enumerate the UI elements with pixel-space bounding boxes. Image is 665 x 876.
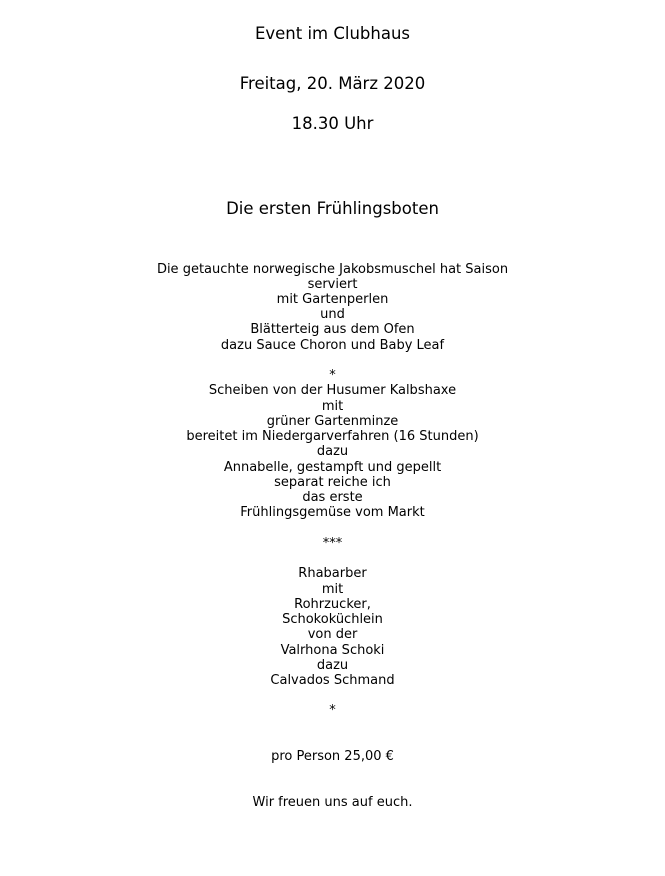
menu-line: Frühlingsgemüse vom Markt bbox=[240, 505, 425, 520]
event-title: Event im Clubhaus bbox=[254, 24, 411, 43]
menu-line: mit Gartenperlen bbox=[276, 292, 389, 307]
menu-line: dazu bbox=[316, 658, 349, 673]
menu-line: mit bbox=[321, 582, 344, 597]
menu-line: Rhabarber bbox=[298, 566, 367, 581]
menu-line: dazu Sauce Choron und Baby Leaf bbox=[220, 338, 445, 353]
menu-line: Die getauchte norwegische Jakobsmuschel hat Saison bbox=[156, 262, 509, 277]
menu-line: Calvados Schmand bbox=[270, 673, 395, 688]
menu-line: Scheiben von der Husumer Kalbshaxe bbox=[208, 383, 457, 398]
menu-line: und bbox=[320, 307, 345, 322]
menu-line: dazu bbox=[316, 444, 349, 459]
menu-line: Annabelle, gestampft und gepellt bbox=[223, 460, 442, 475]
menu-line: grüner Gartenminze bbox=[266, 414, 399, 429]
course-separator: * bbox=[329, 703, 336, 718]
menu-line: das erste bbox=[302, 490, 363, 505]
menu-line: serviert bbox=[307, 277, 358, 292]
menu-line: separat reiche ich bbox=[274, 475, 391, 490]
menu-line: Rohrzucker, bbox=[294, 597, 371, 612]
closing-text: Wir freuen uns auf euch. bbox=[252, 795, 413, 810]
course-separator: * bbox=[329, 368, 336, 383]
event-date: Freitag, 20. März 2020 bbox=[239, 74, 426, 93]
menu-line: Schokoküchlein bbox=[282, 612, 383, 627]
event-time: 18.30 Uhr bbox=[291, 114, 374, 133]
menu-line: bereitet im Niedergarverfahren (16 Stunden) bbox=[186, 429, 479, 444]
price: pro Person 25,00 € bbox=[271, 749, 394, 764]
menu-line: von der bbox=[307, 627, 358, 642]
menu-title: Die ersten Frühlingsboten bbox=[226, 199, 439, 218]
menu-line: Blätterteig aus dem Ofen bbox=[250, 322, 415, 337]
menu-line: mit bbox=[321, 399, 344, 414]
course-separator: *** bbox=[322, 536, 343, 551]
menu-line: Valrhona Schoki bbox=[280, 643, 385, 658]
